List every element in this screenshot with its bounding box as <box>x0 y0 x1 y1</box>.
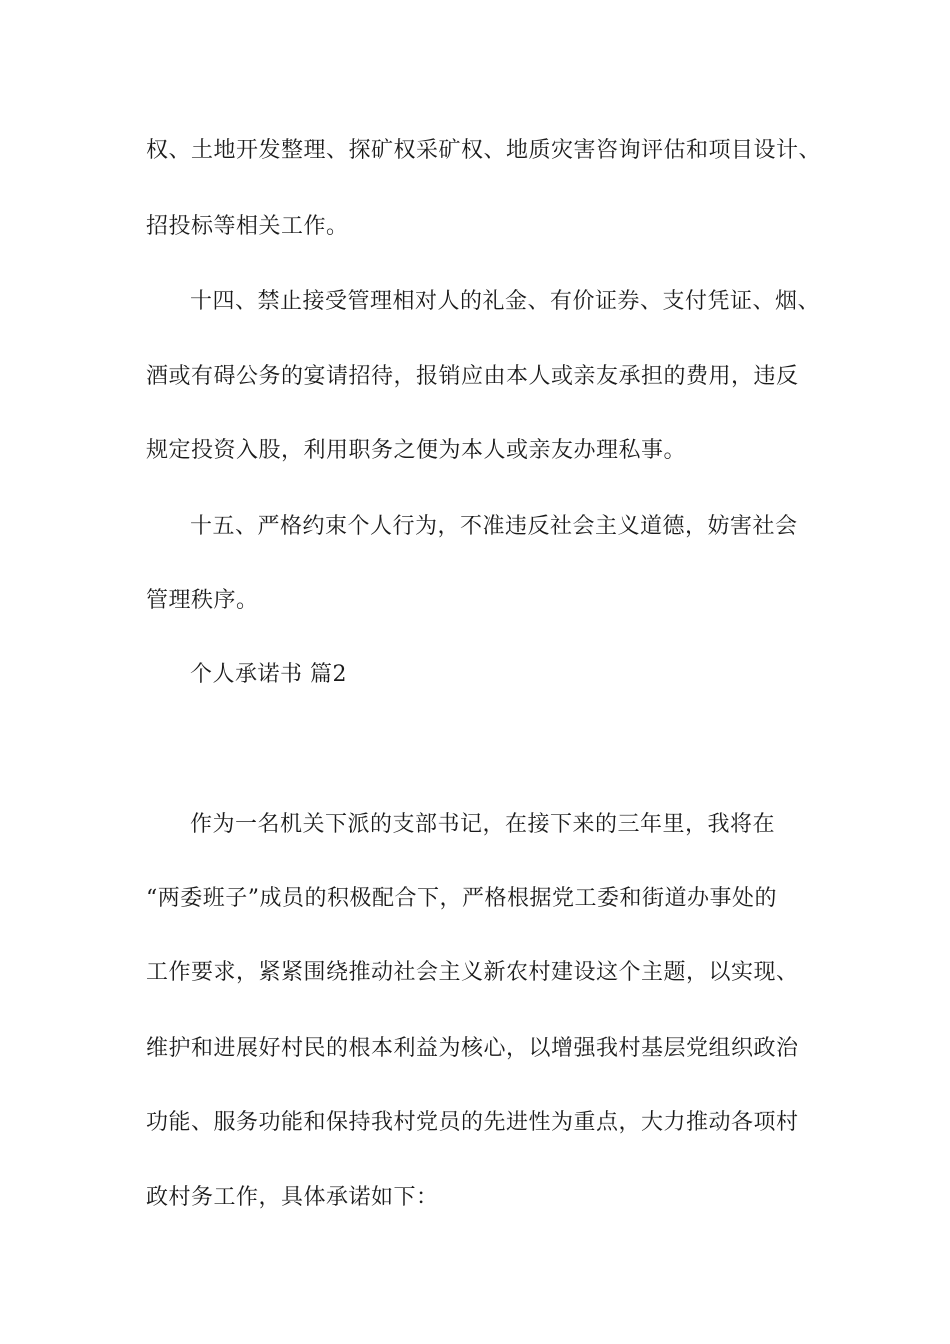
text-line: “两委班子”成员的积极配合下，严格根据党工委和街道办事处的 <box>146 886 777 911</box>
paragraph-start-line: 作为一名机关下派的支部书记，在接下来的三年里，我将在 <box>190 812 776 837</box>
text-line: 管理秩序。 <box>146 588 259 613</box>
text-line: 酒或有碍公务的宴请招待，报销应由本人或亲友承担的费用，违反 <box>146 364 799 389</box>
text-line: 政村务工作，具体承诺如下： <box>146 1185 439 1210</box>
text-line: 工作要求，紧紧围绕推动社会主义新农村建设这个主题，以实现、 <box>146 960 799 985</box>
text-line: 维护和进展好村民的根本利益为核心，以增强我村基层党组织政治 <box>146 1036 799 1061</box>
text-line: 功能、服务功能和保持我村党员的先进性为重点，大力推动各项村 <box>146 1110 799 1135</box>
text-line: 权、土地开发整理、探矿权采矿权、地质灾害咨询评估和项目设计、 <box>146 138 822 163</box>
text-line: 规定投资入股，利用职务之便为本人或亲友办理私事。 <box>146 438 687 463</box>
paragraph-start-line: 十五、严格约束个人行为，不准违反社会主义道德，妨害社会 <box>190 514 798 539</box>
section-heading: 个人承诺书 篇2 <box>190 662 347 687</box>
text-line: 招投标等相关工作。 <box>146 214 349 239</box>
paragraph-start-line: 十四、禁止接受管理相对人的礼金、有价证券、支付凭证、烟、 <box>190 289 821 314</box>
